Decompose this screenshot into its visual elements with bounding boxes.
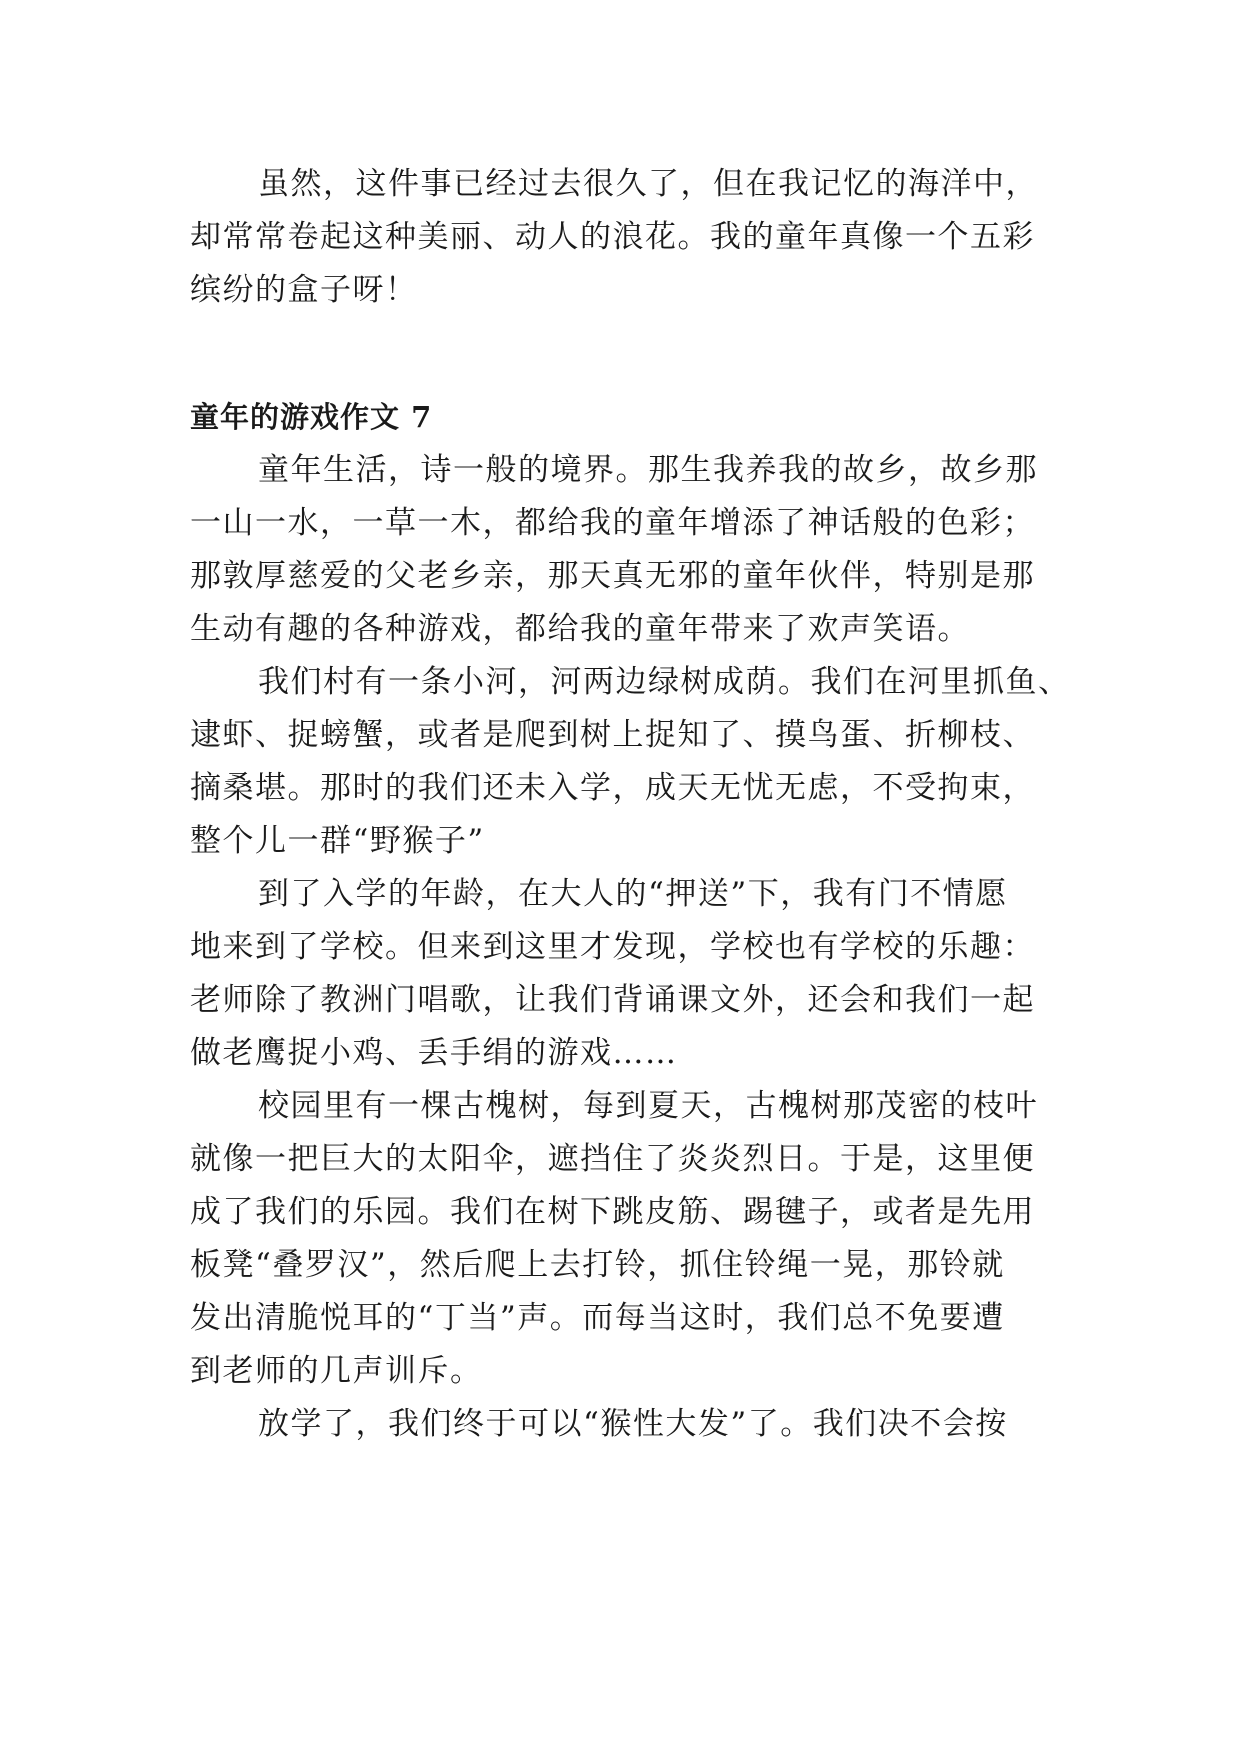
text-line: 整个儿一群“野猴子” [190,823,485,859]
text-line: 虽然，这件事已经过去很久了，但在我记忆的海洋中， [258,166,1038,202]
text-line: 一山一水，一草一木，都给我的童年增添了神话般的色彩； [190,505,1035,541]
text-line: 却常常卷起这种美丽、动人的浪花。我的童年真像一个五彩 [190,219,1035,255]
text-line: 板凳“叠罗汉”，然后爬上去打铃，抓住铃绳一晃，那铃就 [190,1247,1005,1283]
text-line: 成了我们的乐园。我们在树下跳皮筋、踢毽子，或者是先用 [190,1194,1035,1230]
text-line: 做老鹰捉小鸡、丢手绢的游戏…… [190,1035,678,1071]
text-line: 我们村有一条小河，河两边绿树成荫。我们在河里抓鱼、 [258,664,1071,700]
paragraph-4 [190,1080,1060,1398]
paragraph-5 [190,1398,1060,1451]
paragraph-1 [190,444,1060,656]
text-line: 到老师的几声训斥。 [190,1353,483,1389]
text-line: 校园里有一棵古槐树，每到夏天，古槐树那茂密的枝叶 [258,1088,1038,1124]
text-line: 放学了，我们终于可以“猴性大发”了。我们决不会按 [258,1406,1008,1442]
intro-paragraph [190,158,1060,317]
text-line: 缤纷的盒子呀！ [190,272,418,308]
section-title: 童年的游戏作文 7 [190,400,433,434]
text-line: 地来到了学校。但来到这里才发现，学校也有学校的乐趣： [190,929,1035,965]
document-body [190,158,1071,1451]
text-line: 生动有趣的各种游戏，都给我的童年带来了欢声笑语。 [190,611,970,647]
text-line: 到了入学的年龄，在大人的“押送”下，我有门不情愿 [258,876,1008,912]
paragraph-3 [190,868,1060,1080]
text-line: 童年生活，诗一般的境界。那生我养我的故乡，故乡那 [258,452,1038,488]
paragraph-2 [190,656,1071,868]
text-line: 那敦厚慈爱的父老乡亲，那天真无邪的童年伙伴，特别是那 [190,558,1035,594]
text-line: 摘桑堪。那时的我们还未入学，成天无忧无虑，不受拘束， [190,770,1035,806]
text-line: 发出清脆悦耳的“丁当”声。而每当这时，我们总不免要遭 [190,1300,1005,1336]
text-line: 逮虾、捉螃蟹，或者是爬到树上捉知了、摸鸟蛋、折柳枝、 [190,717,1035,753]
text-line: 老师除了教洲门唱歌，让我们背诵课文外，还会和我们一起 [190,982,1035,1018]
text-line: 就像一把巨大的太阳伞，遮挡住了炎炎烈日。于是，这里便 [190,1141,1035,1177]
